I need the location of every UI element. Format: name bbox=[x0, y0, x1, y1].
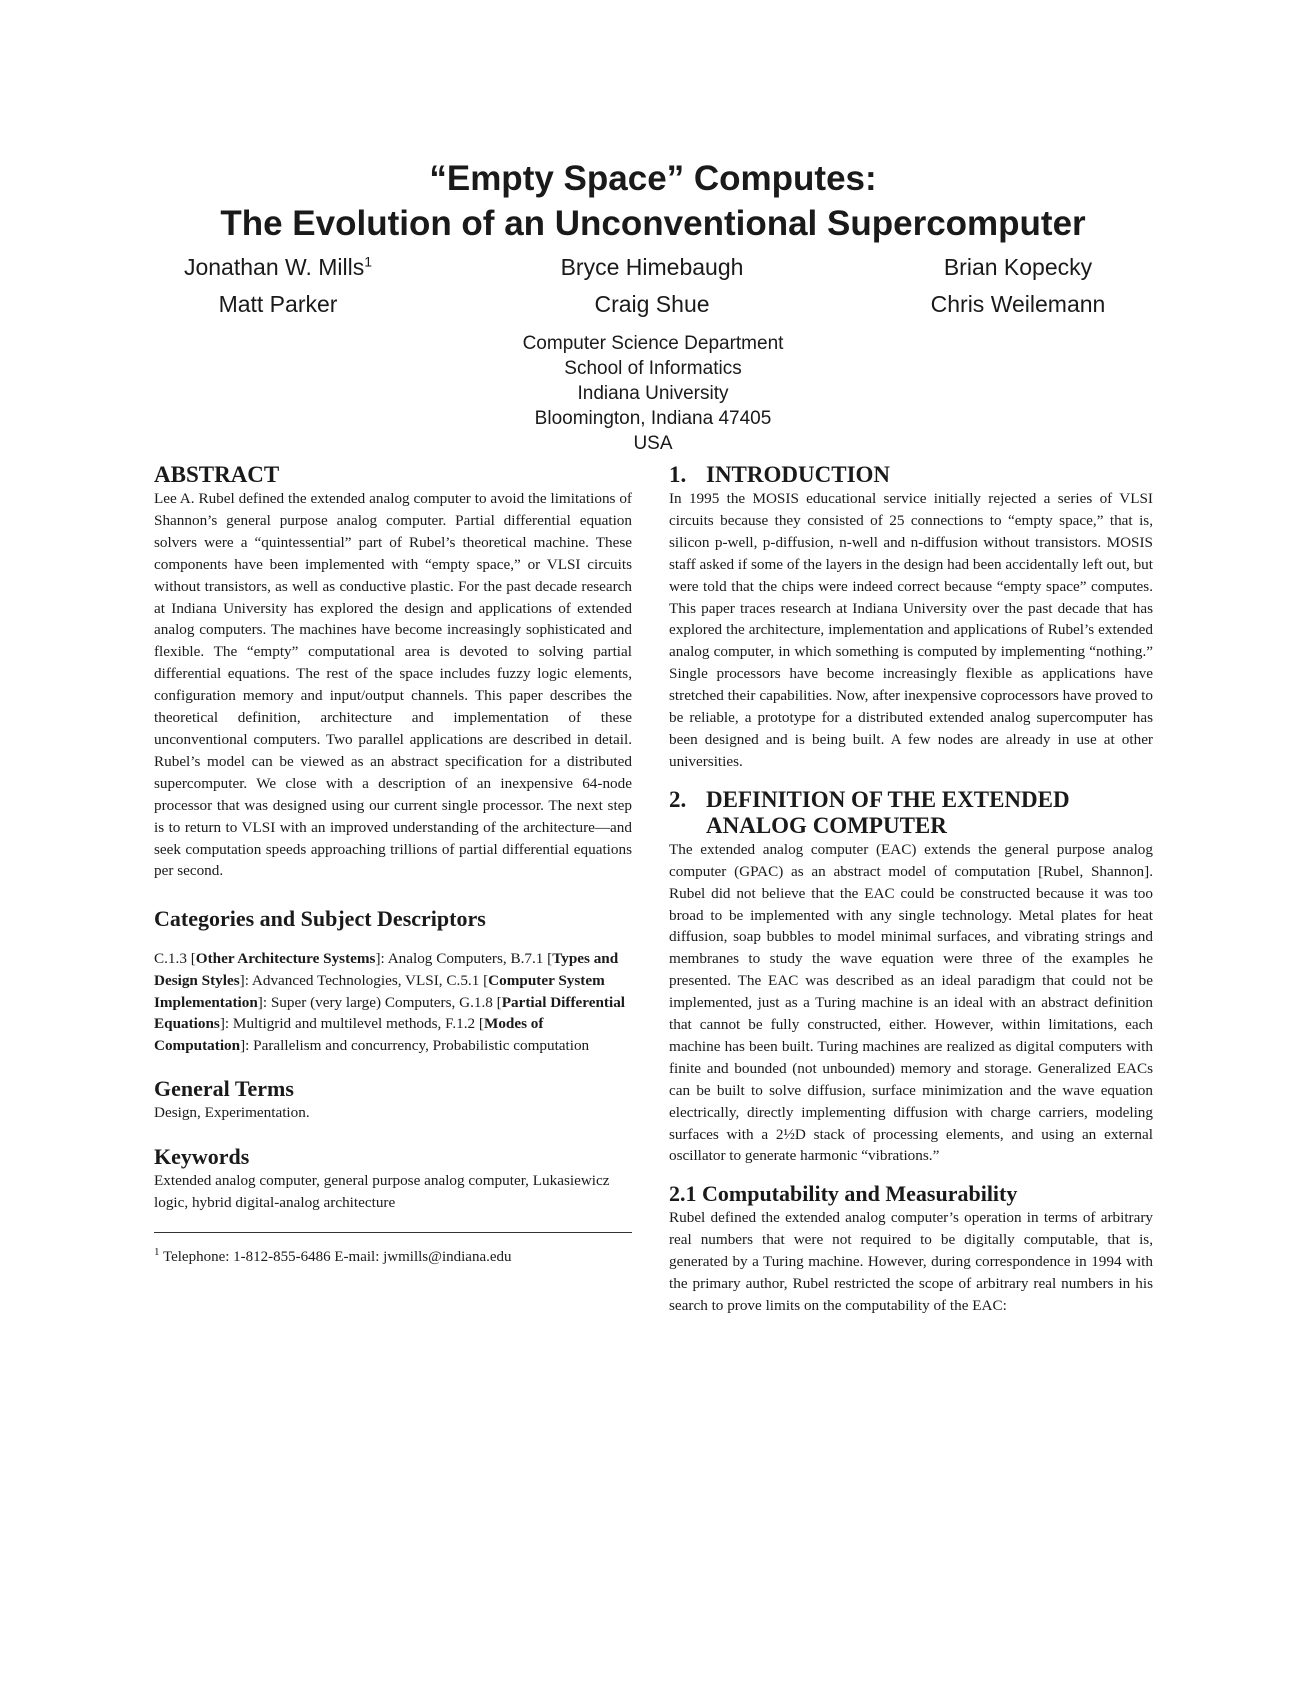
right-column bbox=[669, 462, 1153, 1317]
categories-heading: Categories and Subject Descriptors bbox=[154, 906, 486, 932]
category-text: ]: Advanced Technologies, VLSI, C.5.1 [ bbox=[239, 971, 489, 989]
category-text: ]: Analog Computers, B.7.1 [ bbox=[375, 950, 553, 968]
section-number: 1. bbox=[669, 462, 687, 487]
abstract-heading: ABSTRACT bbox=[154, 462, 280, 487]
general-terms-heading: General Terms bbox=[154, 1076, 294, 1102]
section-number: 2. bbox=[669, 786, 687, 812]
footnote-divider bbox=[154, 1232, 632, 1233]
author-name: Matt Parker bbox=[218, 291, 338, 317]
introduction-heading: 1. INTRODUCTION bbox=[669, 462, 891, 487]
category-text: ]: Parallelism and concurrency, Probabilistic computation bbox=[240, 1036, 590, 1054]
footnote-text: Telephone: 1-812-855-6486 E-mail: jwmills@indiana.edu bbox=[162, 1249, 512, 1265]
affiliation-line: Computer Science Department bbox=[522, 333, 784, 354]
definition-heading: 2. DEFINITION OF THE EXTENDED ANALOG COMPUTER bbox=[669, 786, 1070, 838]
categories-text bbox=[154, 948, 632, 1056]
affiliation-line: School of Informatics bbox=[564, 358, 742, 379]
category-name: Computer System Implementation bbox=[154, 971, 605, 1011]
author-name: Bryce Himebaugh bbox=[560, 254, 744, 280]
affiliation-line: USA bbox=[633, 433, 673, 454]
left-column bbox=[154, 462, 632, 1267]
footnote-mark: 1 bbox=[154, 1246, 160, 1258]
computability-text: Rubel defined the extended analog computer’s operation in terms of arbitrary real numbers that were not required to be digitally computable, that is, generated by a Turing machine. However, during correspondence in 1994 with the primary author, Rubel restricted the scope of arbitrary real numbers in his search to prove limits on the computability of the EAC: bbox=[669, 1209, 1153, 1314]
computability-heading: 2.1 Computability and Measurability bbox=[669, 1181, 1018, 1207]
category-text: ]: Super (very large) Computers, G.1.8 [ bbox=[257, 993, 502, 1011]
author-footnote-mark: 1 bbox=[364, 253, 373, 270]
affiliation-block bbox=[0, 331, 1306, 456]
general-terms-text: Design, Experimentation. bbox=[154, 1104, 310, 1122]
author-name: Brian Kopecky bbox=[943, 254, 1093, 280]
paper-title-line-2: The Evolution of an Unconventional Supercomputer bbox=[220, 204, 1086, 243]
footnote bbox=[154, 1247, 632, 1267]
category-text: C.1.3 [ bbox=[154, 950, 196, 968]
definition-text: The extended analog computer (EAC) extends the general purpose analog computer (GPAC) as an abstract model of computation [Rubel, Shannon]. Rubel did not believe that the EAC could be constructed because it was too broad to be implemented with any single technology. Metal plates for heat diffusion, soap bubbles to model minimal surfaces, and vibrating strings and membranes to study the wave equation were three of the examples he presented. The EAC was described as an ideal paradigm that could not be implemented, just as a Turing machine is an ideal with an abstract definition that cannot be fully constructed, either. However, within limitations, each machine has been built. Turing machines are realized as digital computers with finite and bounded (not unbounded) memory and storage. Generalized EACs can be built to solve diffusion, surface minimization and the wave equation electrically, directly implementing diffusion with charge carriers, modeling surfaces with a 2½D stack of processing elements, and using an external oscillator to generate harmonic “vibrations.” bbox=[669, 840, 1153, 1165]
category-name: Partial Differential Equations bbox=[154, 993, 626, 1033]
keywords-heading: Keywords bbox=[154, 1144, 250, 1170]
category-name: Types and Design Styles bbox=[154, 950, 619, 989]
author-name: Chris Weilemann bbox=[930, 291, 1106, 317]
introduction-text: In 1995 the MOSIS educational service initially rejected a series of VLSI circuits because they consisted of 25 connections to “empty space,” that is, silicon p-well, p-diffusion, n-well and n-diffusion without transistors. MOSIS staff asked if some of the layers in the design had been accidentally left out, but were told that the chips were indeed correct because “empty space” computes. This paper traces research at Indiana University over the past decade that has explored the architecture, implementation and applications of Rubel’s extended analog computer, in which something is computed by implementing “nothing.” Single processors have become increasingly flexible as applications have stretched their capabilities. Now, after inexpensive coprocessors have proved to be reliable, a prototype for a distributed extended analog supercomputer has been designed and is being built. A few nodes are already in use at other universities. bbox=[669, 490, 1153, 770]
affiliation-line: Indiana University bbox=[577, 383, 729, 404]
category-name: Other Architecture Systems bbox=[195, 950, 376, 968]
keywords-text: Extended analog computer, general purpose analog computer, Lukasiewicz logic, hybrid digital-analog architecture bbox=[154, 1172, 610, 1212]
category-text: ]: Multigrid and multilevel methods, F.1.2 [ bbox=[219, 1015, 484, 1033]
author-name: Jonathan W. Mills$^1$ bbox=[183, 253, 373, 280]
category-name: Modes of Computation bbox=[154, 1015, 544, 1054]
affiliation-line: Bloomington, Indiana 47405 bbox=[534, 408, 772, 429]
abstract-text: Lee A. Rubel defined the extended analog computer to avoid the limitations of Shannon’s general purpose analog computer. Partial differential equation solvers were a “quintessential” part of Rubel’s theoretical machine. These components have been implemented with “empty space,” or VLSI circuits without transistors, as well as conductive plastic. For the past decade research at Indiana University has explored the design and applications of extended analog computers. The machines have become increasingly sophisticated and flexible. The “empty” computational area is devoted to solving partial differential equations. The rest of the space includes fuzzy logic elements, configuration memory and input/output channels. This paper describes the theoretical definition, architecture and implementation of these unconventional computers. Two parallel applications are described in detail. Rubel’s model can be viewed as an abstract specification for a distributed supercomputer. We close with a description of an inexpensive 64-node processor that was designed using our current single processor. The next step is to return to VLSI with an improved understanding of the architecture—and seek computation speeds approaching trillions of partial differential equations per second. bbox=[154, 490, 632, 880]
author-name: Craig Shue bbox=[594, 291, 710, 317]
paper-title-line-1: “Empty Space” Computes: bbox=[429, 159, 877, 198]
